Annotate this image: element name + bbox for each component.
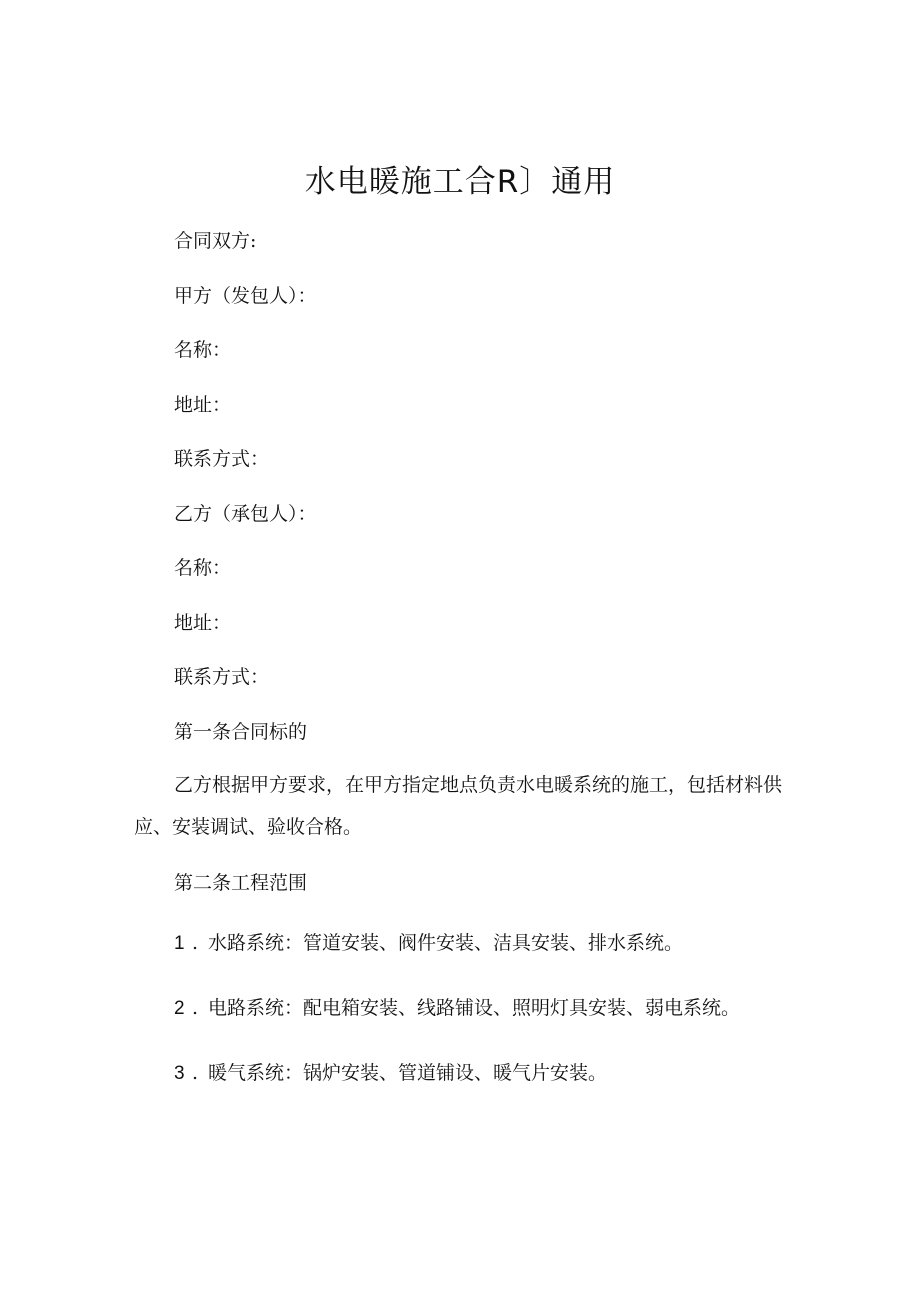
party-b-name-label: 名称： bbox=[174, 557, 232, 579]
article1-body: 乙方根据甲方要求，在甲方指定地点负责水电暖系统的施工，包括材料供应、安装调试、验收合格。 bbox=[134, 774, 783, 838]
scope-item-number: 1 bbox=[174, 933, 185, 954]
party-a-address-label: 地址： bbox=[174, 394, 232, 416]
scope-item-1: 1 . 水路系统：管道安装、阀件安装、洁具安装、排水系统。 bbox=[174, 930, 683, 957]
scope-item-number: 2 bbox=[174, 998, 185, 1019]
scope-item-text: 水路系统：管道安装、阀件安装、洁具安装、排水系统。 bbox=[208, 932, 684, 954]
party-b-heading: 乙方（承包人）： bbox=[174, 503, 317, 525]
scope-item-text: 电路系统：配电箱安装、线路铺设、照明灯具安装、弱电系统。 bbox=[208, 997, 741, 1019]
party-b-contact-label: 联系方式： bbox=[174, 666, 270, 688]
scope-item-2: 2 . 电路系统：配电箱安装、线路铺设、照明灯具安装、弱电系统。 bbox=[174, 995, 740, 1022]
scope-item-3: 3 . 暖气系统：锅炉安装、管道铺设、暖气片安装。 bbox=[174, 1060, 607, 1087]
scope-item-number: 3 bbox=[174, 1063, 185, 1084]
scope-item-text: 暖气系统：锅炉安装、管道铺设、暖气片安装。 bbox=[208, 1062, 608, 1084]
document-title: 水电暖施工合R〕通用 bbox=[304, 164, 616, 200]
party-a-contact-label: 联系方式： bbox=[174, 448, 270, 470]
party-a-heading: 甲方（发包人）： bbox=[174, 285, 317, 307]
parties-heading: 合同双方: bbox=[174, 230, 257, 252]
article2-heading: 第二条工程范围 bbox=[174, 872, 308, 894]
party-a-name-label: 名称： bbox=[174, 339, 232, 361]
article1-heading: 第一条合同标的 bbox=[174, 721, 308, 743]
party-b-address-label: 地址： bbox=[174, 612, 232, 634]
